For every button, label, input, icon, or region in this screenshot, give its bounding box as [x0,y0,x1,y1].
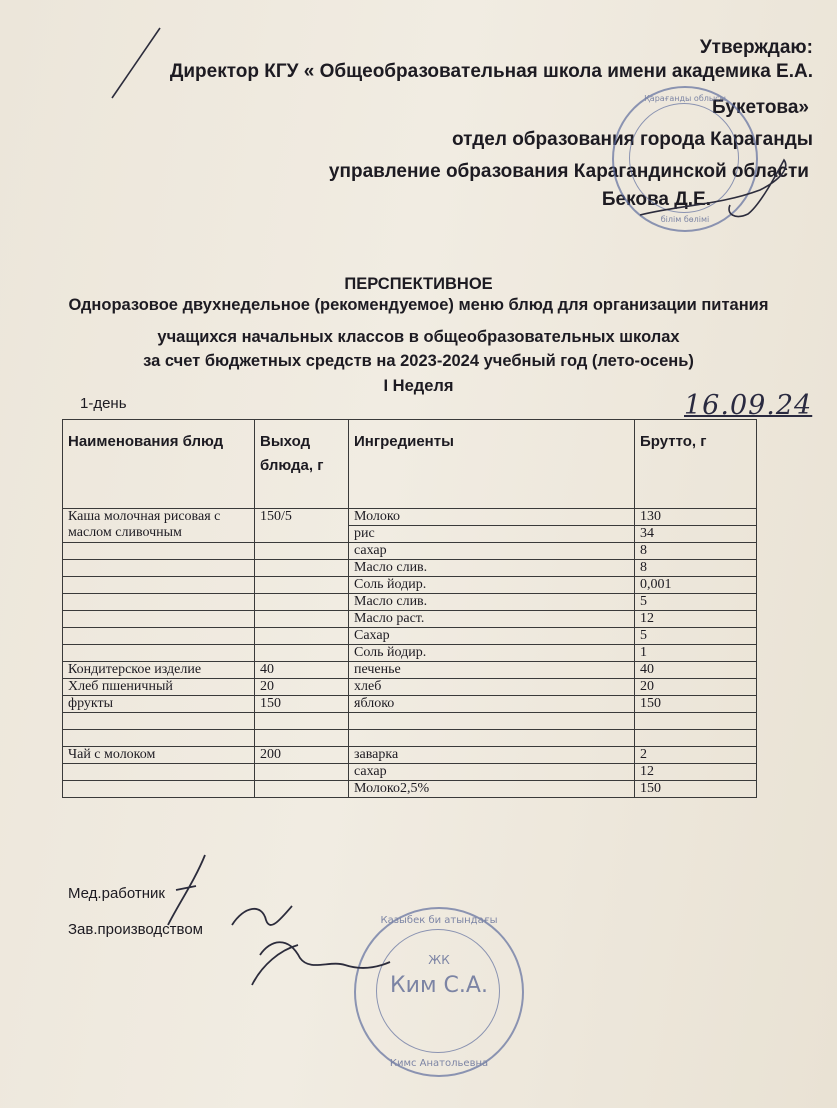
ingredient-cell [349,713,635,730]
table-row [63,764,757,781]
table-row [63,577,757,594]
dish-name-cell: Кондитерское изделие [63,662,255,679]
table-row [63,713,757,730]
gross-weight-cell: 1 [635,645,757,662]
ingredient-cell: Масло слив. [349,594,635,611]
ingredient-cell [349,730,635,747]
ingredient-cell: Молоко [349,509,635,526]
dish-name-cell [63,611,255,628]
yield-cell: 20 [255,679,349,696]
dish-name-cell [63,645,255,662]
gross-weight-cell: 5 [635,628,757,645]
header-gross-weight: Брутто, г [635,420,757,509]
approval-heading: Утверждаю: [699,37,813,58]
production-manager-label: Зав.производством [68,921,203,938]
gross-weight-cell [635,713,757,730]
table-row [63,611,757,628]
ingredient-cell: заварка [349,747,635,764]
gross-weight-cell [635,730,757,747]
director-signature-stroke [112,28,160,98]
yield-cell [255,713,349,730]
ingredient-cell: Сахар [349,628,635,645]
yield-cell [255,764,349,781]
dish-name-cell [63,781,255,798]
ingredient-cell: хлеб [349,679,635,696]
ingredient-cell: Соль йодир. [349,577,635,594]
ingredient-cell: сахар [349,764,635,781]
dish-name-cell: Каша молочная рисовая с маслом сливочным [63,509,255,543]
gross-weight-cell: 20 [635,679,757,696]
ingredient-cell: рис [349,526,635,543]
dish-name-cell: Хлеб пшеничный [63,679,255,696]
ingredient-cell: печенье [349,662,635,679]
yield-cell: 40 [255,662,349,679]
gross-weight-cell: 8 [635,543,757,560]
medical-worker-label: Мед.работник [68,885,165,902]
medical-worker-signature [168,855,205,925]
gross-weight-cell: 34 [635,526,757,543]
gross-weight-cell: 12 [635,611,757,628]
yield-cell: 150 [255,696,349,713]
table-row [63,730,757,747]
yield-cell [255,594,349,611]
gross-weight-cell: 2 [635,747,757,764]
table-row [63,509,757,526]
gross-weight-cell: 150 [635,696,757,713]
dish-name-cell [63,730,255,747]
yield-cell: 200 [255,747,349,764]
yield-cell [255,781,349,798]
table-row [63,628,757,645]
header-dish-name: Наименования блюд [63,420,255,509]
ingredient-cell: яблоко [349,696,635,713]
document-title: ПЕРСПЕКТИВНОЕ [344,275,493,293]
gross-weight-cell: 0,001 [635,577,757,594]
stamp-top-ring-text-upper: Қарағанды облысы [644,94,726,103]
gross-weight-cell: 130 [635,509,757,526]
yield-cell [255,645,349,662]
stamp-top-ring-text-lower: білім бөлімі [660,215,710,224]
table-row [63,645,757,662]
dish-name-cell [63,594,255,611]
document-subtitle-line2: учащихся начальных классов в общеобразовательных школах [157,328,680,346]
handwritten-date: 16.09.24 [684,390,813,421]
header-yield: Выход блюда, г [255,420,349,509]
yield-cell [255,560,349,577]
dish-name-cell [63,713,255,730]
ingredient-cell: сахар [349,543,635,560]
approval-director-line: Директор КГУ « Общеобразовательная школа имени академика Е.А. [169,61,813,82]
approval-school-name: Букетова» [711,97,809,118]
dish-name-cell: фрукты [63,696,255,713]
day-label: 1-день [80,395,127,412]
dish-name-cell [63,764,255,781]
stamp-ring-text-upper: Казыбек би атындағы [380,915,498,926]
table-row [63,594,757,611]
gross-weight-cell: 5 [635,594,757,611]
yield-cell: 150/5 [255,509,349,543]
dish-name-cell [63,628,255,645]
table-row [63,747,757,764]
table-row [63,662,757,679]
ingredient-cell: Соль йодир. [349,645,635,662]
table-row [63,679,757,696]
approval-director-name: Бекова Д.Е. [601,189,711,210]
gross-weight-cell: 12 [635,764,757,781]
yield-cell [255,611,349,628]
approval-department-city: отдел образования города Караганды [452,129,813,150]
yield-cell [255,730,349,747]
gross-weight-cell: 8 [635,560,757,577]
yield-cell [255,577,349,594]
dish-name-cell: Чай с молоком [63,747,255,764]
table-row [63,543,757,560]
official-round-stamp-bottom [354,907,524,1077]
table-row [63,781,757,798]
document-subtitle-line1: Одноразовое двухнедельное (рекомендуемое) меню блюд для организации питания [68,296,769,314]
dish-name-cell [63,560,255,577]
yield-cell [255,543,349,560]
menu-table [62,419,757,798]
document-subtitle-line3: за счет бюджетных средств на 2023-2024 учебный год (лето-осень) [143,352,694,370]
ingredient-cell: Масло раст. [349,611,635,628]
stamp-ring-text-lower: Кимс Анатольевна [389,1058,489,1069]
header-ingredients: Ингредиенты [349,420,635,509]
menu-table-header-row [63,420,757,509]
table-row [63,560,757,577]
dish-name-cell [63,543,255,560]
ingredient-cell: Масло слив. [349,560,635,577]
official-round-stamp-top [612,86,758,232]
week-label: I Неделя [383,377,454,395]
ingredient-cell: Молоко2,5% [349,781,635,798]
stamp-abbreviation: ЖК [428,953,450,967]
dish-name-cell [63,577,255,594]
approval-department-region: управление образования Карагандинской области [328,161,809,182]
table-row [63,696,757,713]
gross-weight-cell: 150 [635,781,757,798]
gross-weight-cell: 40 [635,662,757,679]
yield-cell [255,628,349,645]
stamp-name: Ким С.А. [390,973,488,998]
